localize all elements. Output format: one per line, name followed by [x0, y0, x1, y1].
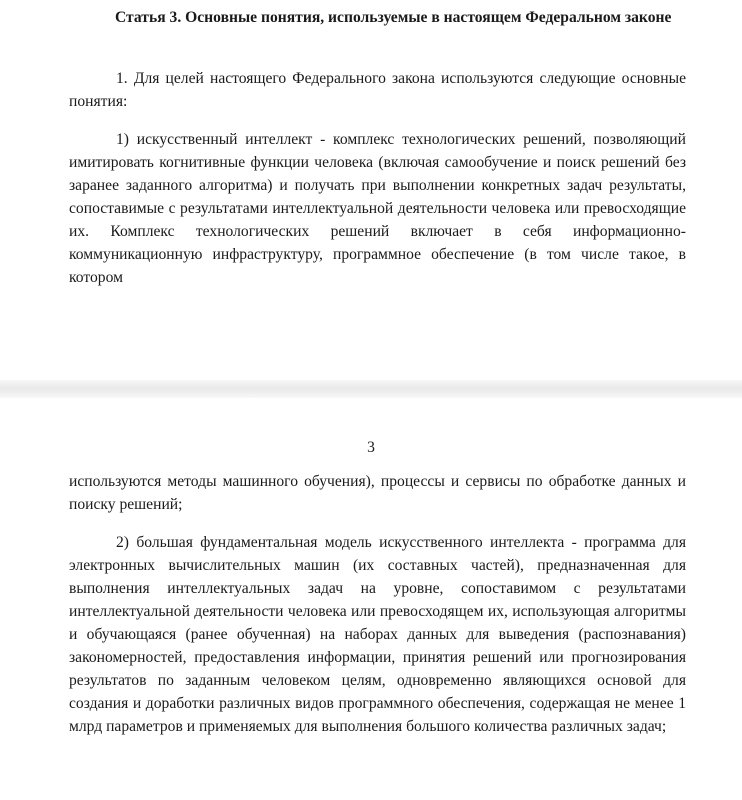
page-number: 3: [367, 439, 375, 456]
paragraph-intro: 1. Для целей настоящего Федерального закона используются следующие основные понятия:: [69, 70, 686, 110]
page-separator: [0, 380, 742, 398]
paragraph-ai-definition: 1) искусственный интеллект - комплекс технологических решений, позволяющий имитировать когнитивные функции человека (включая самообучение и поиск решений без заранее заданного алгоритма) и получать при выполнении конкретных задач результаты, сопоставимые с результатами интеллектуальной деятельности человека или превосходящие их. Комплекс технологических решений включает в себя информационно-коммуникационную инфраструктуру, программное обеспечение (в том числе такое, в котором: [69, 131, 686, 286]
page-previous: [0, 0, 742, 380]
article-heading: Статья 3. Основные понятия, используемые в настоящем Федеральном законе: [115, 9, 672, 26]
paragraph-foundation-model-definition: 2) большая фундаментальная модель искусственного интеллекта - программа для электронных вычислительных машин (их составных частей), предназначенная для выполнения интеллектуальных задач на уровне, сопоставимом с результатами интеллектуальной деятельности человека или превосходящем их, использующая алгоритмы и обучающаяся (ранее обученная) на наборах данных для выведения (распознавания) закономерностей, предоставления информации, принятия решений или прогнозирования результатов по заданным человеком целям, одновременно являющихся основой для создания и доработки различных видов программного обеспечения, содержащая не менее 1 млрд параметров и применяемых для выполнения большого количества различных задач;: [69, 534, 686, 735]
paragraph-continuation: используются методы машинного обучения), процессы и сервисы по обработке данных и поиску решений;: [69, 473, 686, 513]
